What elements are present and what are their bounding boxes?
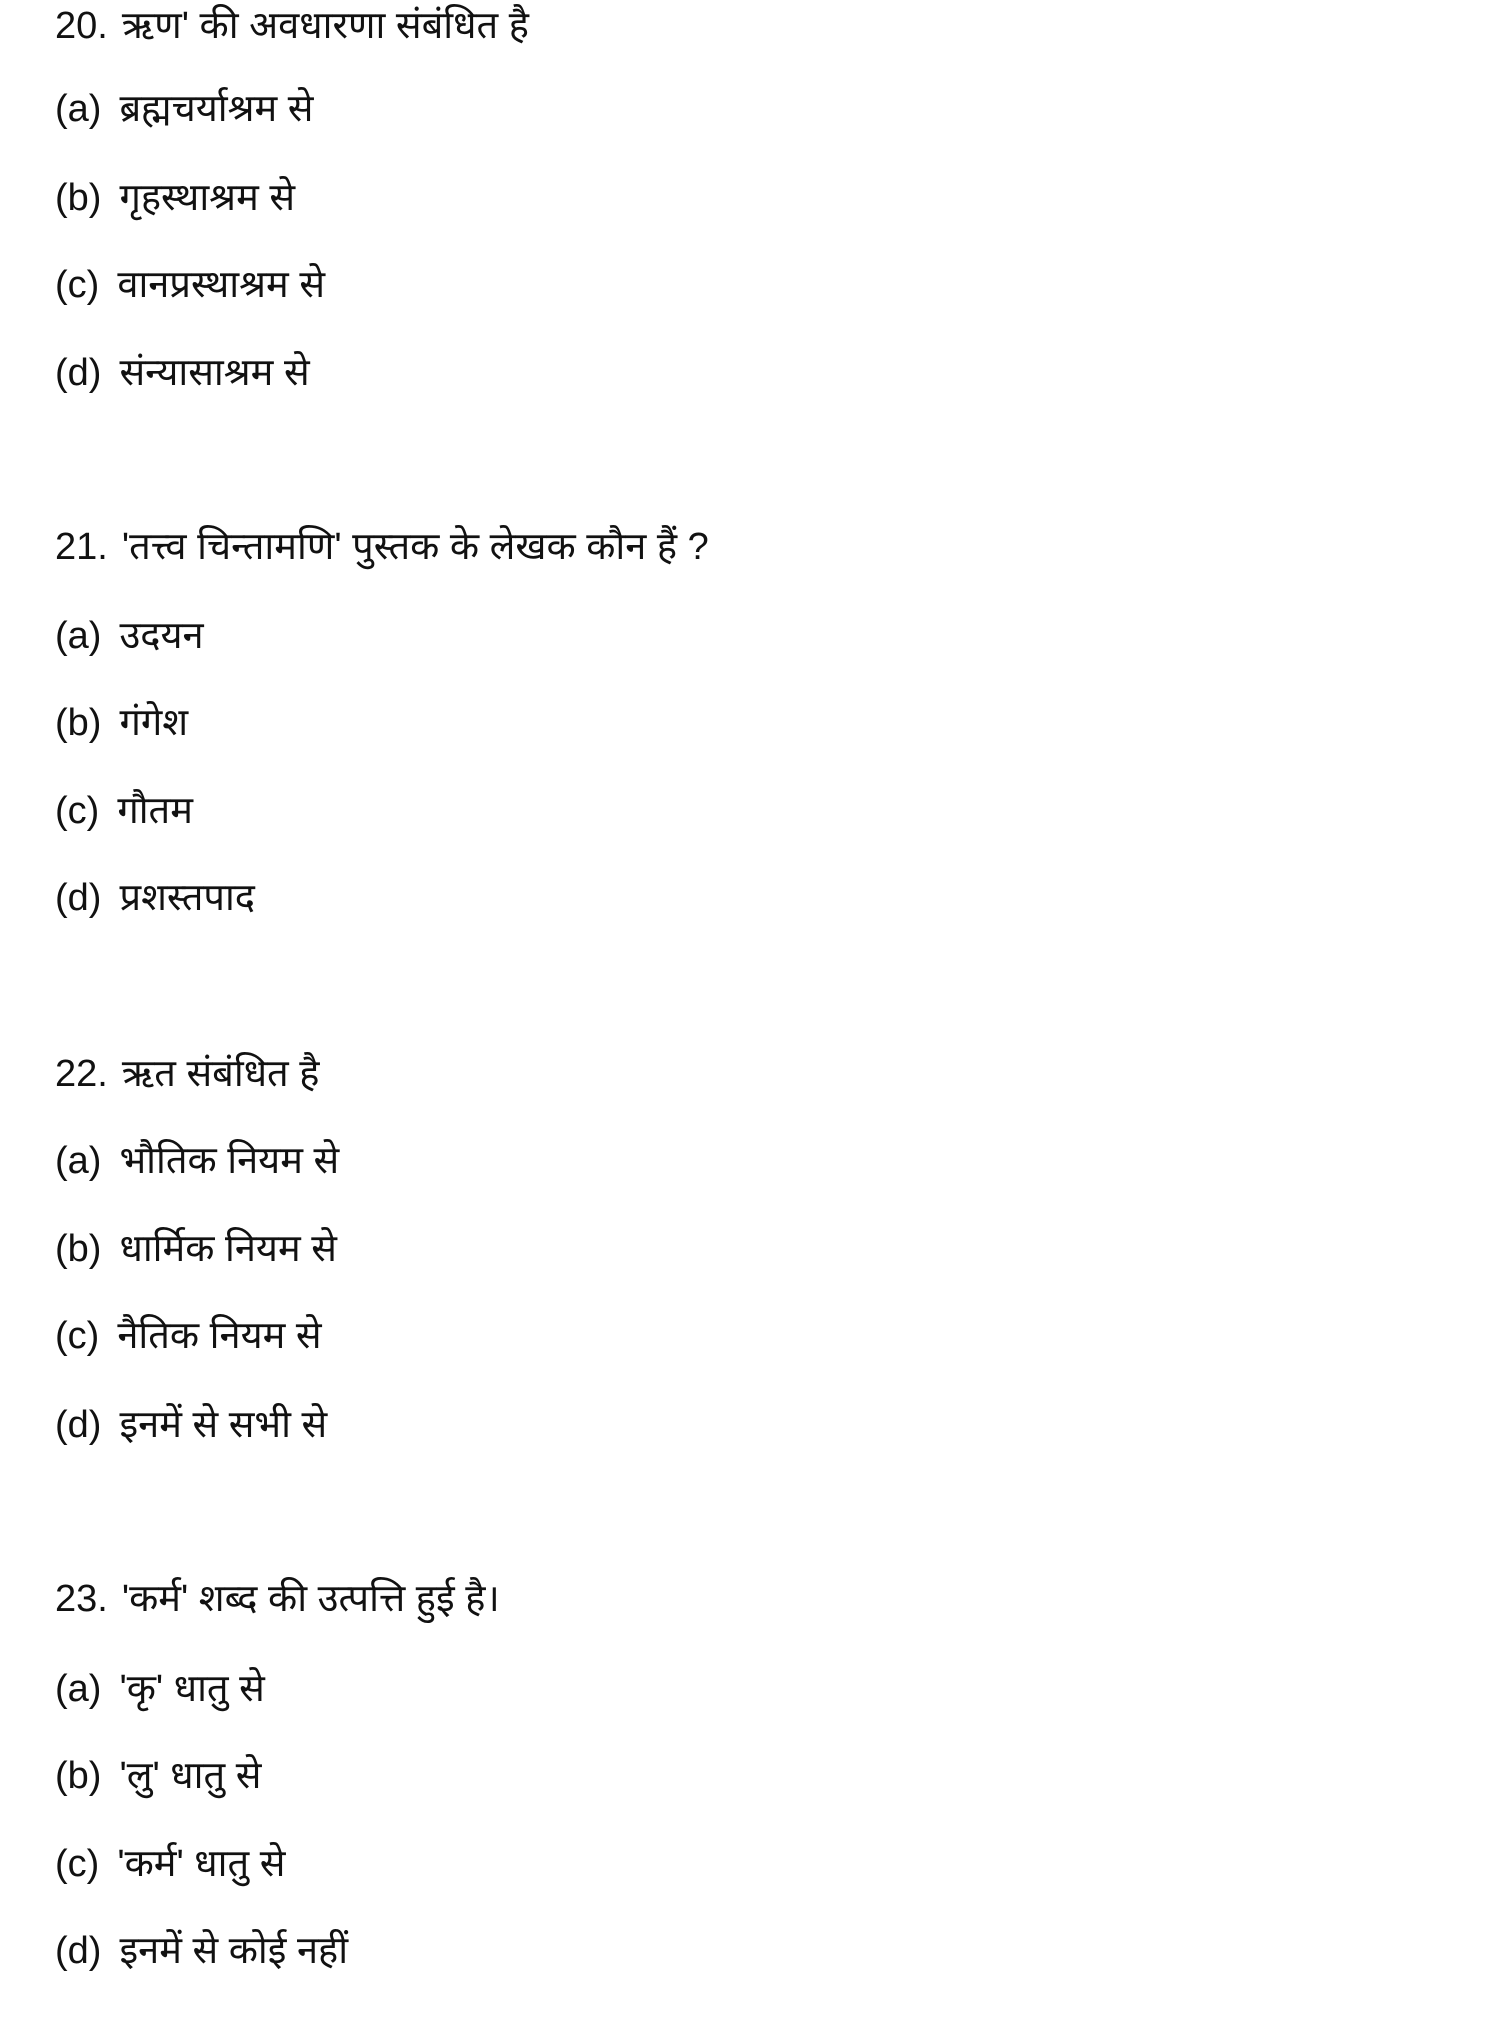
question-21 [55, 522, 709, 572]
option-c [55, 260, 325, 310]
option-label: (b) [55, 1755, 102, 1797]
question-number: 22. [55, 1053, 108, 1095]
option-a [55, 611, 204, 661]
question-number: 23. [55, 1578, 108, 1620]
question-number: 21. [55, 526, 108, 568]
option-label: (a) [55, 1668, 102, 1710]
option-text: गृहस्थाश्रम से [119, 177, 296, 219]
option-label: (d) [55, 877, 102, 919]
option-label: (c) [55, 264, 100, 306]
option-d [55, 1926, 348, 1976]
question-22 [55, 1049, 319, 1099]
option-text: 'कृ' धातु से [119, 1668, 265, 1710]
option-text: 'लु' धातु से [119, 1755, 262, 1797]
option-c [55, 1311, 322, 1361]
option-c [55, 1839, 285, 1889]
option-label: (b) [55, 1228, 102, 1270]
option-text: वानप्रस्थाश्रम से [117, 264, 326, 306]
question-text: ऋत संबंधित है [121, 1053, 320, 1095]
option-d [55, 1400, 327, 1450]
option-a [55, 1136, 339, 1186]
question-text: 'कर्म' शब्द की उत्पत्ति हुई है। [121, 1578, 500, 1620]
option-b [55, 173, 295, 223]
option-a [55, 84, 313, 134]
option-text: इनमें से कोई नहीं [119, 1930, 349, 1972]
option-a [55, 1664, 265, 1714]
option-label: (c) [55, 790, 100, 832]
option-text: गौतम [117, 790, 193, 832]
option-d [55, 873, 255, 923]
option-text: संन्यासाश्रम से [119, 352, 310, 394]
question-23 [55, 1574, 500, 1624]
option-label: (d) [55, 352, 102, 394]
option-text: ब्रह्मचर्याश्रम से [119, 88, 314, 130]
option-text: गंगेश [119, 702, 189, 744]
option-label: (a) [55, 615, 102, 657]
option-text: प्रशस्तपाद [119, 877, 255, 919]
option-b [55, 1751, 261, 1801]
option-label: (d) [55, 1404, 102, 1446]
option-text: उदयन [119, 615, 204, 657]
option-label: (b) [55, 177, 102, 219]
question-text: 'तत्त्व चिन्तामणि' पुस्तक के लेखक कौन हैं ? [121, 526, 709, 568]
option-c [55, 786, 193, 836]
option-label: (b) [55, 702, 102, 744]
option-label: (c) [55, 1315, 100, 1357]
option-label: (c) [55, 1843, 100, 1885]
option-text: 'कर्म' धातु से [117, 1843, 286, 1885]
option-d [55, 348, 310, 398]
question-number: 20. [55, 5, 108, 47]
question-text: ऋण' की अवधारणा संबंधित है [121, 5, 529, 47]
option-label: (a) [55, 88, 102, 130]
question-20 [55, 1, 529, 51]
option-text: धार्मिक नियम से [119, 1228, 337, 1270]
option-b [55, 1224, 337, 1274]
option-label: (d) [55, 1930, 102, 1972]
option-text: नैतिक नियम से [117, 1315, 322, 1357]
option-label: (a) [55, 1140, 102, 1182]
option-text: इनमें से सभी से [119, 1404, 328, 1446]
option-b [55, 698, 188, 748]
option-text: भौतिक नियम से [119, 1140, 340, 1182]
